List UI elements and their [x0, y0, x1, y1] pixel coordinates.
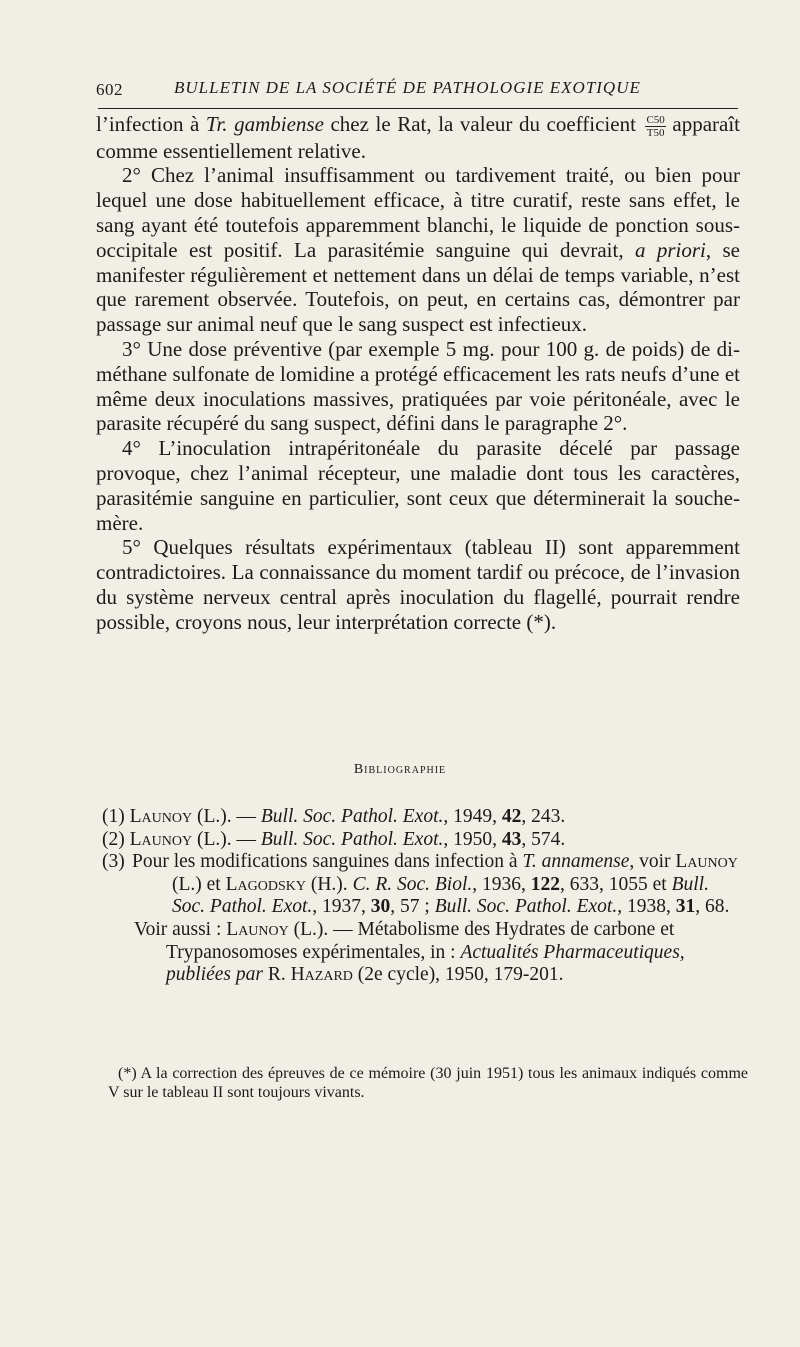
paragraph-1: l’infection à Tr. gambiense chez le Rat, la valeur du coefficient $\frac{C50}{T50}$ apparaît comme essentiellement relative. — [96, 112, 740, 163]
bib-entry-3: (3) Pour les modifications sanguines dans infection à T. annamense, voir Launoy (L.) et Lagodsky (H.). C. R. Soc. Biol., 1936, 122, 633, 1055 et Bull. Soc. Pathol. Exot., 1937, 30, 57 ; Bull. Soc. Pathol. Exot., 1938, 31, 68. — [102, 851, 738, 918]
bibliography — [102, 806, 738, 987]
main-text — [96, 112, 740, 635]
paragraph-3: 3° Une dose préventive (par exemple 5 mg. pour 100 g. de poids) de di-méthane sulfonate de lomidine a protégé efficacement les rats neufs d’une et même deux inoculations massives, pratiquées par voie péritonéale, avec le parasite récupéré du sang suspect, défini dans le paragraphe 2°. — [96, 337, 740, 436]
paragraph-2: 2° Chez l’animal insuffisamment ou tardivement traité, ou bien pour lequel une dose habituellement efficace, à titre curatif, reste sans effet, le sang ayant été toutefois apparemment blanchi, le liquide de ponction sous-occipitale est positif. La parasitémie sanguine qui devrait, a priori, se manifester régulièrement et nettement dans un délai de temps variable, n’est que rarement observée. Toutefois, on peut, en certains cas, démontrer par passage sur animal neuf que le sang suspect est infectieux. — [96, 163, 740, 337]
bib-entry-1: (1) Launoy (L.). — Bull. Soc. Pathol. Exot., 1949, 42, 243. — [102, 806, 566, 827]
running-title: BULLETIN DE LA SOCIÉTÉ DE PATHOLOGIE EXOTIQUE — [174, 78, 641, 97]
paragraph-5: 5° Quelques résultats expérimentaux (tableau II) sont apparemment contradictoires. La connaissance du moment tardif ou précoce, de l’invasion du système nerveux central après inoculation du flagellé, pourrait rendre possible, croyons nous, leur interprétation correcte (*). — [96, 535, 740, 634]
header-rule — [98, 108, 738, 109]
paragraph-4: 4° L’inoculation intrapéritonéale du parasite décelé par passage provoque, chez l’animal récepteur, une maladie dont tous les caractères, parasitémie sanguine en particulier, sont ceux que déterminerait la souche-mère. — [96, 436, 740, 535]
bib-entry-2: (2) Launoy (L.). — Bull. Soc. Pathol. Exot., 1950, 43, 574. — [102, 828, 566, 850]
bibliography-title: Bibliographie — [353, 762, 447, 777]
coefficient-fraction: $\frac{C50}{T50}$ — [646, 113, 665, 139]
bib-see-also: Voir aussi : Launoy (L.). — Métabolisme des Hydrates de carbone et Trypanosomoses expérimentales, in : Actualités Pharmaceutiques, publiées par R. Hazard (2e cycle), 1950, 179-201. — [134, 918, 685, 986]
footnote: (*) A la correction des épreuves de ce mémoire (30 juin 1951) tous les animaux indiqués comme V sur le tableau II sont toujours vivants. — [108, 1065, 748, 1101]
page-number: 602 — [96, 80, 123, 99]
species-name: Tr. gambiense — [205, 112, 324, 136]
